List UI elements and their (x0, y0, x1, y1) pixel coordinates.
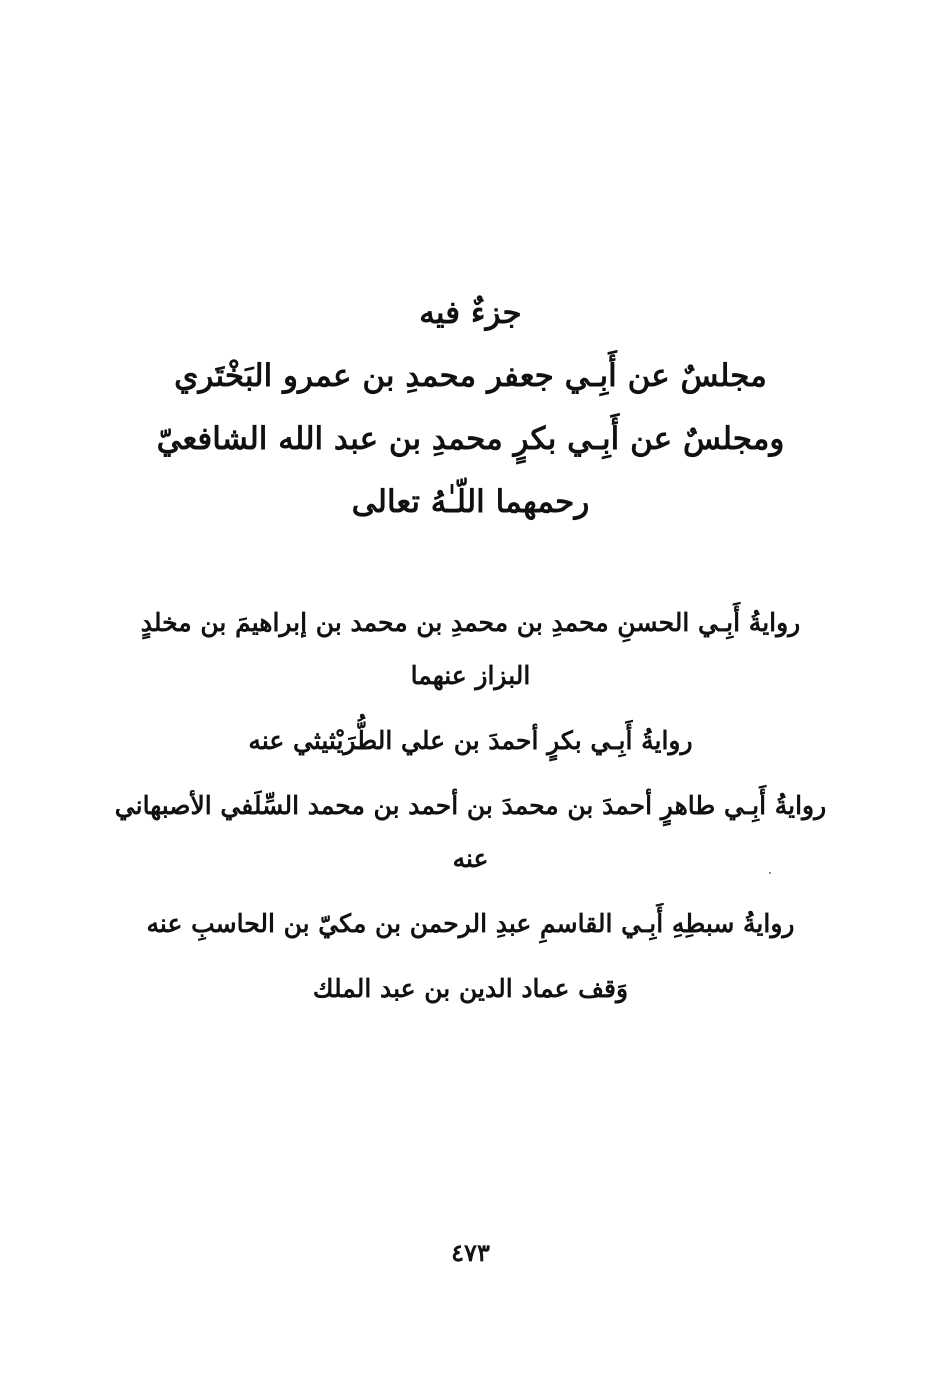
title-line-3: ومجلسٌ عن أَبِـي بكرٍ محمدِ بن عبد الله الشافعيّ (156, 421, 785, 457)
riwaya-4: روايةُ سبطِهِ أَبِـي القاسمِ عبدِ الرحمن بن مكيّ بن الحاسبِ عنه (146, 909, 795, 938)
title-line-2: مجلسٌ عن أَبِـي جعفر محمدِ بن عمرو البَخْتَري (174, 358, 767, 394)
scan-speck (769, 872, 771, 874)
title-line-1: جزءٌ فيه (419, 295, 522, 331)
riwaya-1: روايةُ أَبِـي الحسنِ محمدِ بن محمدِ بن محمد بن إبراهيمَ بن مخلدٍ البزاز عنهما (140, 608, 801, 690)
transmission-chain (110, 596, 831, 1015)
riwaya-3: روايةُ أَبِـي طاهرٍ أحمدَ بن محمدَ بن أحمد بن محمد السِّلَفي الأصبهاني عنه (114, 791, 827, 873)
page-number: ٤٧٣ (451, 1238, 490, 1267)
waqf-note: وَقف عماد الدين بن عبد الملك (312, 974, 629, 1003)
riwaya-2: روايةُ أَبِـي بكرٍ أحمدَ بن علي الطُّرَيْثيثي عنه (248, 726, 693, 755)
title-block (100, 282, 841, 534)
title-line-4: رحمهما اللّـٰهُ تعالى (351, 484, 590, 520)
